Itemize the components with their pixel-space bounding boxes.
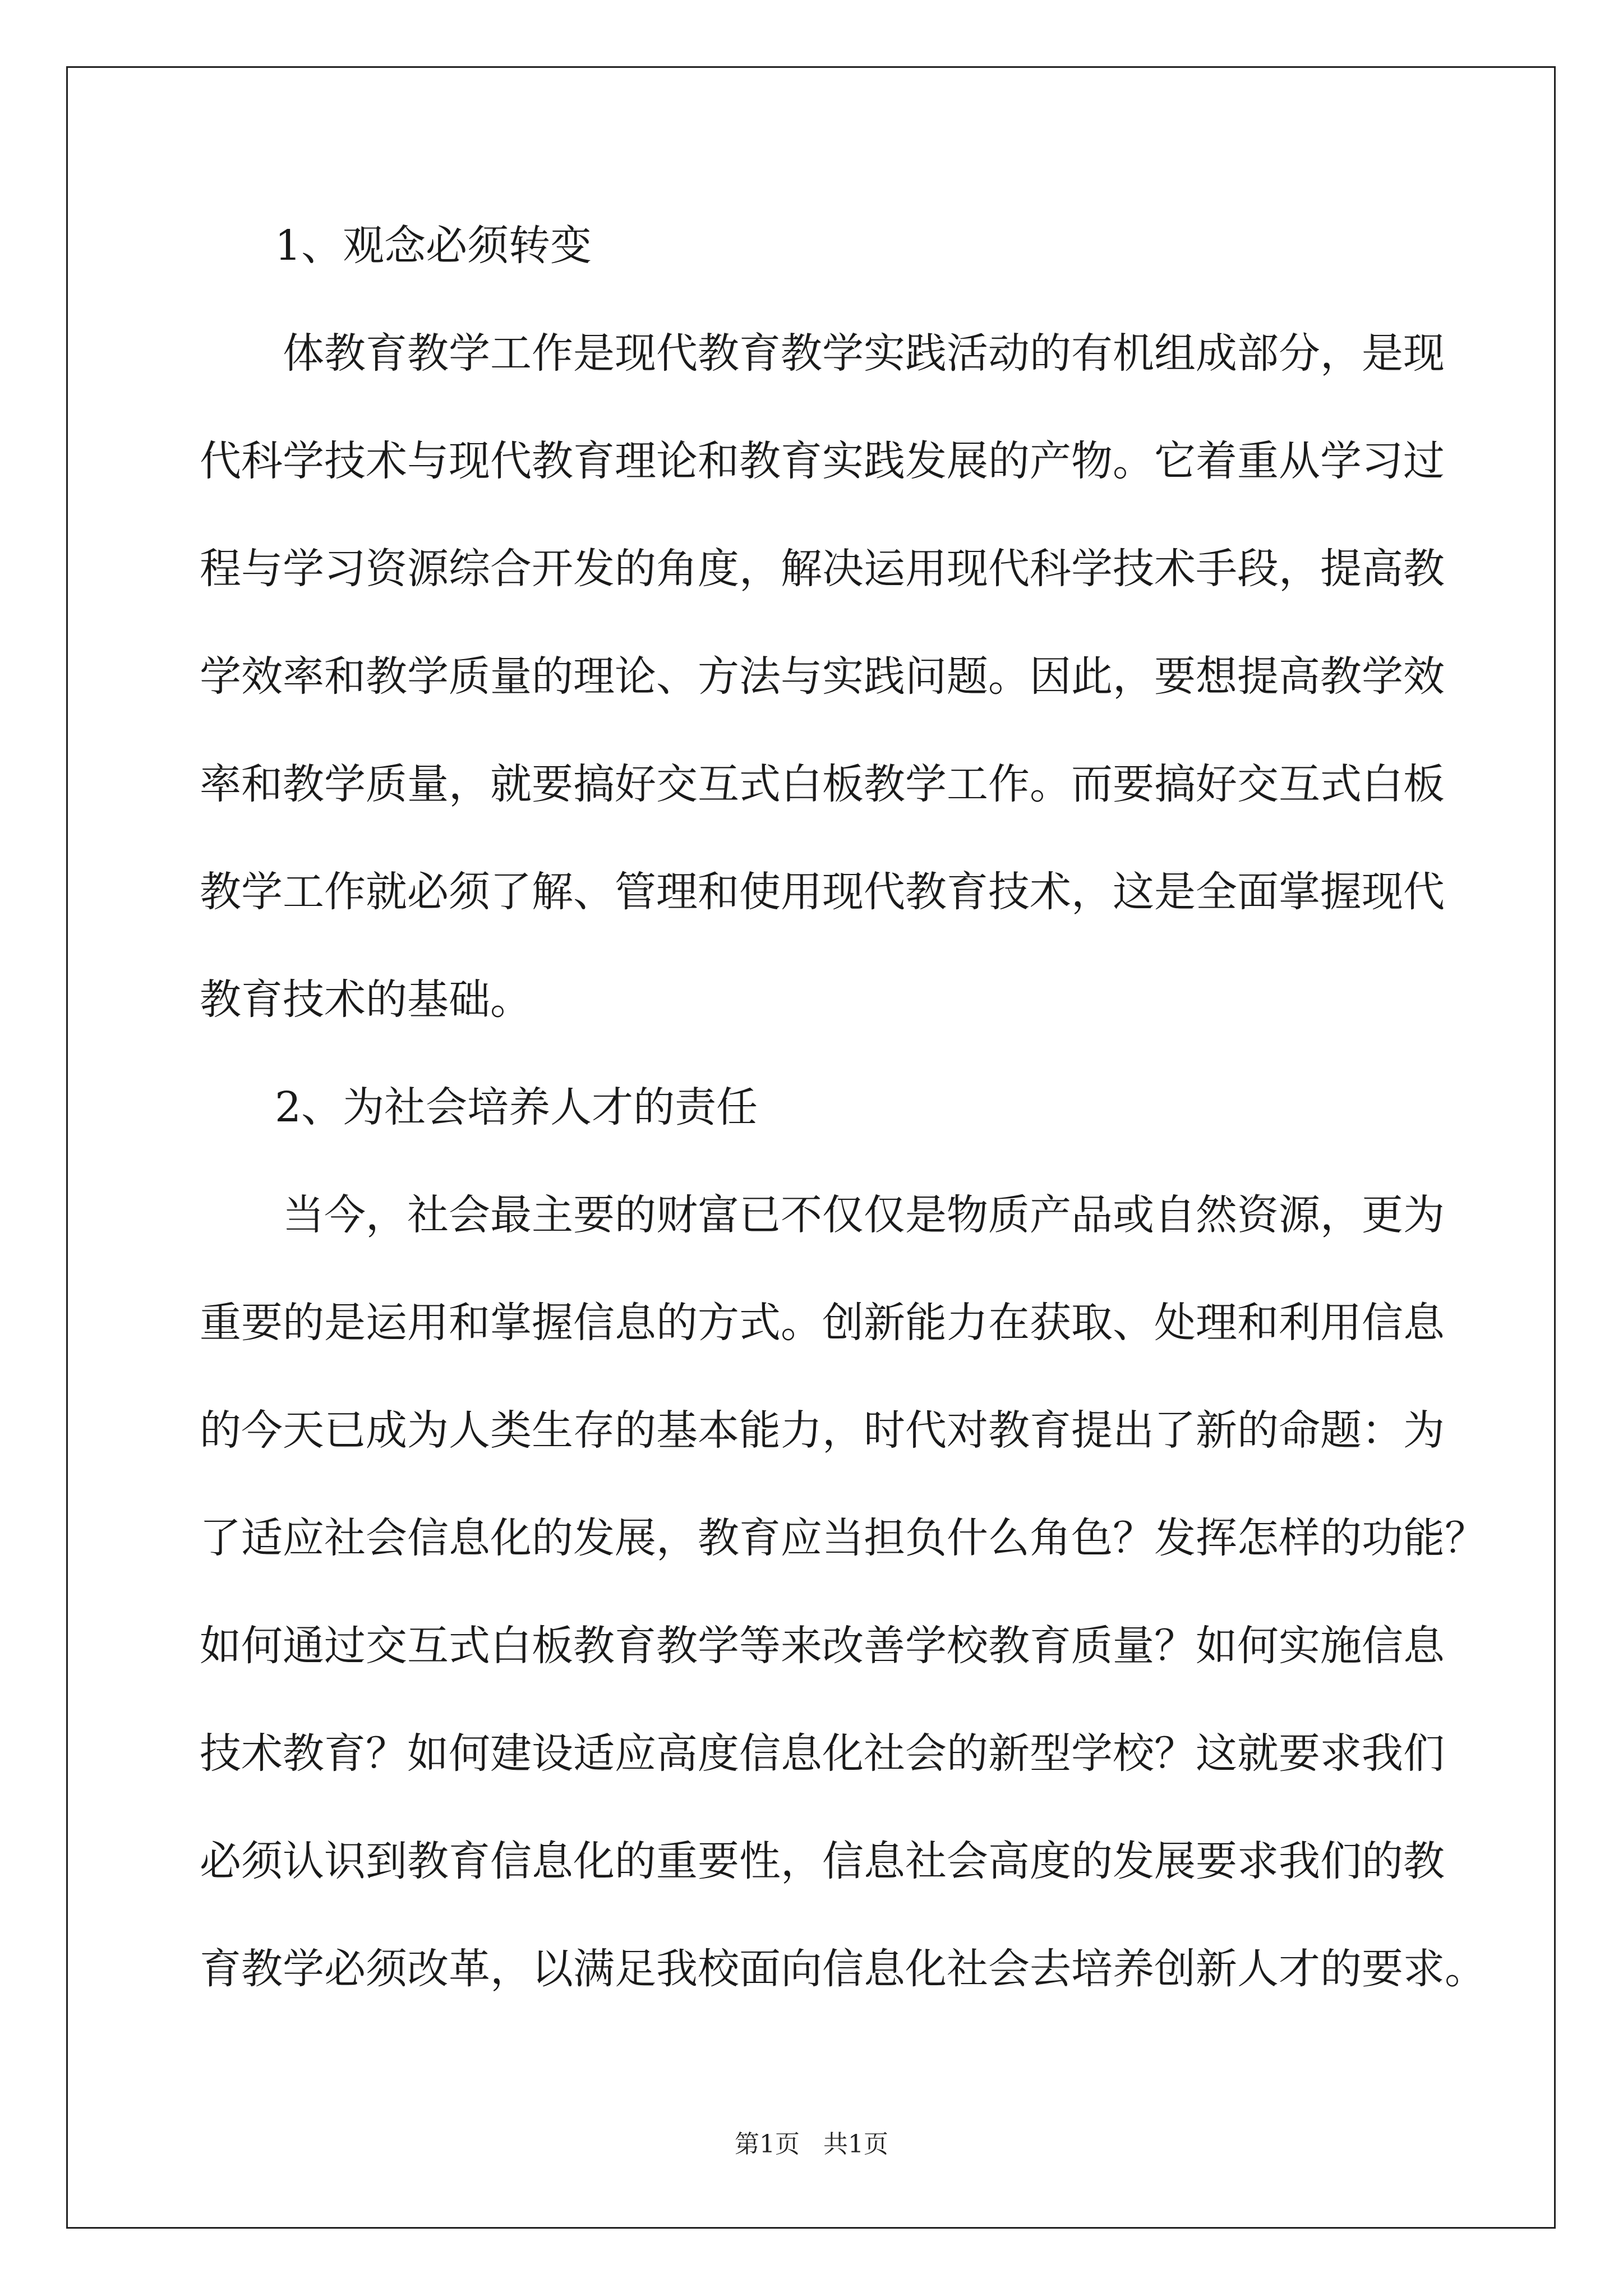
paragraph-line: 教学工作就必须了解、管理和使用现代教育技术，这是全面掌握现代 [200, 868, 1445, 916]
paragraph-line: 的今天已成为人类生存的基本能力，时代对教育提出了新的命题：为 [200, 1406, 1445, 1455]
paragraph-line: 教育技术的基础。 [200, 976, 532, 1024]
section-paragraph-2 [200, 1188, 1486, 1996]
paragraph-line: 代科学技术与现代教育理论和教育实践发展的产物。它着重从学习过 [200, 437, 1445, 485]
section-paragraph-1 [200, 326, 1445, 1027]
paragraph-line: 如何通过交互式白板教育教学等来改善学校教育质量？如何实施信息 [200, 1622, 1445, 1670]
paragraph-line: 重要的是运用和掌握信息的方式。创新能力在获取、处理和利用信息 [200, 1299, 1445, 1347]
paragraph-line: 体教育教学工作是现代教育教学实践活动的有机组成部分，是现 [283, 329, 1445, 378]
paragraph-line: 率和教学质量，就要搞好交互式白板教学工作。而要搞好交互式白板 [200, 760, 1445, 808]
section-heading-2: 2、为社会培养人才的责任 [275, 1083, 758, 1131]
paragraph-line: 学效率和教学质量的理论、方法与实践问题。因此，要想提高教学效 [200, 652, 1445, 701]
page-footer: 第1页 共1页 [735, 2130, 888, 2159]
paragraph-line: 必须认识到教育信息化的重要性，信息社会高度的发展要求我们的教 [200, 1837, 1445, 1885]
paragraph-line: 程与学习资源综合开发的角度，解决运用现代科学技术手段，提高教 [200, 545, 1445, 593]
paragraph-line: 当今，社会最主要的财富已不仅仅是物质产品或自然资源，更为 [283, 1191, 1445, 1239]
section-heading-1: 1、观念必须转变 [275, 222, 592, 270]
document-body [200, 219, 1486, 1996]
paragraph-line: 技术教育？如何建设适应高度信息化社会的新型学校？这就要求我们 [200, 1729, 1445, 1778]
paragraph-line: 了适应社会信息化的发展，教育应当担负什么角色？发挥怎样的功能？ [200, 1514, 1486, 1562]
paragraph-line: 育教学必须改革，以满足我校面向信息化社会去培养创新人才的要求。 [200, 1945, 1486, 1993]
